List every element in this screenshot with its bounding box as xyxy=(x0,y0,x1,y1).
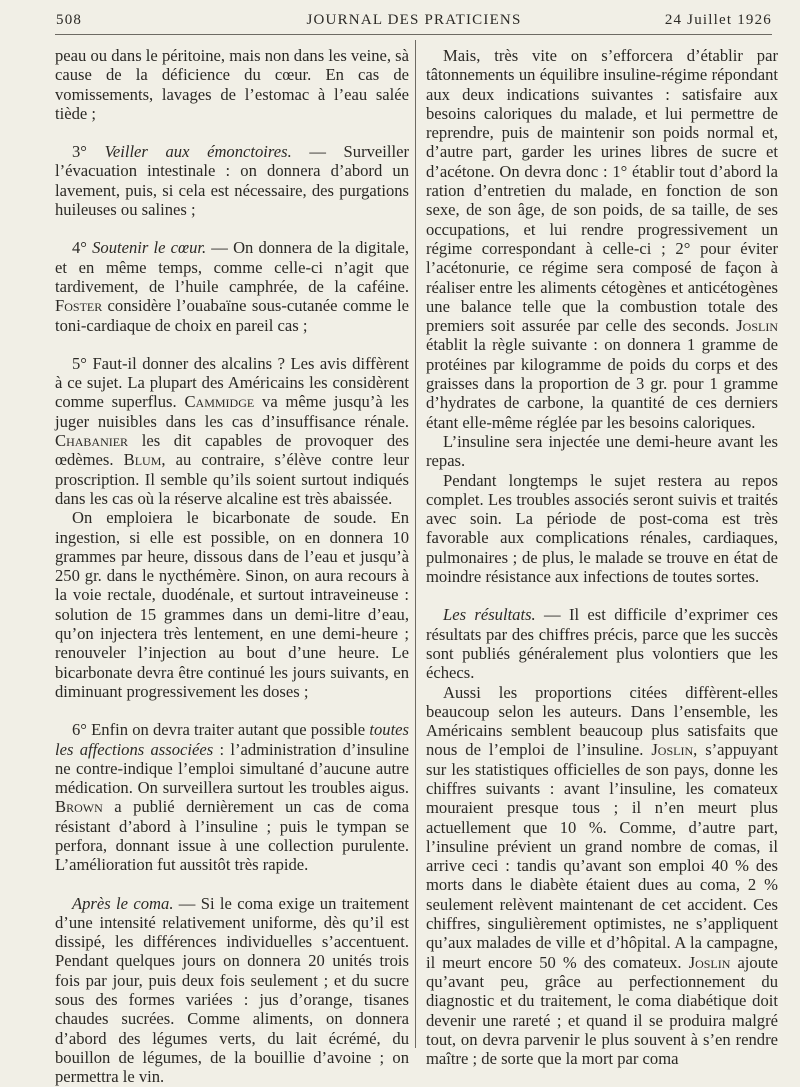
page-header xyxy=(56,8,772,34)
journal-title: JOURNAL DES PRATICIENS xyxy=(306,12,522,28)
paragraph xyxy=(426,46,778,432)
author-name: Brown xyxy=(55,797,103,817)
paragraph xyxy=(55,894,409,1087)
paragraph-text: Aussi les proportions citées diffèrent-elles beaucoup selon les auteurs. Dans l’ensemble, les Américains semblent beaucoup plus satisfaits que nous de l’emploi de l’insuline. xyxy=(426,682,778,760)
paragraph-text: On emploiera le bicarbonate de soude. En ingestion, si elle est possible, on en donnera 10 grammes par heure, dissous dans de l’eau et jusqu’à 250 gr. dans le nycthémère. Sinon, on aura recours à la voie rectale, duodénale, et surtout intraveineuse : solution de 15 grammes dans un demi-litre d’eau, qu’on injectera très lentement, en une demi-heure ; renouveler l’injection au bout d’une heure. Le bicarbonate devra être continué les jours suivants, en diminuant progressivement les doses ; xyxy=(55,508,409,701)
paragraph xyxy=(55,508,409,701)
author-name: Chabanier xyxy=(55,431,129,451)
paragraph xyxy=(55,720,409,874)
paragraph-text: Pendant longtemps le sujet restera au repos complet. Les troubles associés seront suivis et traités avec soin. La période de post-coma est très favorable aux complications rénales, cardiaques, pulmonaires ; de plus, le malade se trouve en état de moindre résistance aux infections de toutes sortes. xyxy=(426,470,778,587)
paragraph-text: — On donnera de la digitale, et en même temps, comme celle-ci n’agit que tardivement, de l’huile camphrée, de la caféine. xyxy=(55,238,409,296)
paragraph-text: Mais, très vite on s’efforcera d’établir par tâtonnements un équilibre insuline-régime répondant aux deux indications suivantes : satisfaire aux besoins caloriques du malade, et lui permettre de reprendre, puis de maintenir son poids normal et, d’autre part, garder les urines libres de sucre et d’acétone. On devra donc : 1° établir tout d’abord la ration d’entretien du malade, en fonction de son sexe, de son âge, de son poids, de sa taille, de ses occupations, et lui rendre progressivement un régime correspondant à celle-ci ; 2° pour éviter l’acétonurie, ce régime sera composé de façon à réaliser entre les aliments cétogènes et anticétogènes une balance telle que la combustion totale des premiers soit assurée par celle des seconds. xyxy=(426,46,778,336)
author-name: Joslin xyxy=(736,316,778,336)
right-column xyxy=(426,46,778,1068)
page-number: 508 xyxy=(56,12,83,28)
paragraph xyxy=(55,142,409,219)
issue-date: 24 Juillet 1926 xyxy=(664,12,772,28)
paragraph-text: les dit capables de provoquer des œdèmes. xyxy=(55,431,409,470)
paragraph-text: 6° Enfin on devra traiter autant que possible xyxy=(72,720,370,740)
paragraph xyxy=(426,683,778,1069)
paragraph-text: : l’administration d’insuline ne contre-indique l’emploi simultané d’aucune autre médication. On surveillera surtout les troubles aigus. xyxy=(55,739,409,798)
author-name: Foster xyxy=(55,296,103,316)
section-title: Veiller aux émonctoires. xyxy=(104,142,292,162)
left-column xyxy=(55,46,409,1087)
paragraph-text: ajoute qu’avant peu, grâce au perfectionnement du diagnostic et du traitement, le coma diabétique doit devenir une rareté ; et quand il se produira malgré tout, on devra parvenir le plus souvent à s’en rendre maître ; de sorte que la mort par coma xyxy=(426,952,778,1069)
paragraph-text: , s’appuyant sur les statistiques officielles de son pays, donne les chiffres suivants : avant l’insuline, les comateux mouraient presque tous ; il n’en meurt plus actuellement que 10 %. Comme, d’autre part, l’insuline prévient un grand nombre de comas, il arrive ceci : tandis qu’avant son emploi 40 % des morts dans le diabète étaient dues au coma, 2 % seulement relèvent maintenant de cet accident. Ces chiffres, singulièrement optimistes, ne s’appliquent qu’aux malades de ville et d’hôpital. A la campagne, il meurt encore 50 % des comateux. xyxy=(426,740,779,972)
header-rule xyxy=(55,34,772,35)
paragraph-text: va même jusqu’à les juger nuisibles dans les cas d’insuffisance rénale. xyxy=(55,392,409,431)
paragraph xyxy=(426,605,778,682)
column-divider xyxy=(415,40,416,1048)
author-name: Joslin xyxy=(688,952,731,972)
section-title: Soutenir le cœur. xyxy=(92,238,207,258)
paragraph-text: — Il est difficile d’exprimer ces résultats par des chiffres précis, parce que les succès sont publiés généralement plus volontiers que les échecs. xyxy=(426,605,778,683)
paragraph-text: considère l’ouabaïne sous-cutanée comme le toni-cardiaque de choix en pareil cas ; xyxy=(55,296,409,335)
paragraph-text: a publié dernièrement un cas de coma résistant d’abord à l’insuline ; puis le tympan se perfora, donnant issue à une collection purulente. L’amélioration fut aussitôt très rapide. xyxy=(55,797,409,875)
paragraph-text: 5° Faut-il donner des alcalins ? Les avis diffèrent à ce sujet. La plupart des Américains les considèrent comme superflus. xyxy=(55,353,409,412)
author-name: Cammidge xyxy=(184,392,255,412)
author-name: Blum xyxy=(123,450,162,470)
paragraph-text: L’insuline sera injectée une demi-heure avant les repas. xyxy=(426,431,778,471)
paragraph-text: peau ou dans le péritoine, mais non dans les veine, sà cause de la déficience du cœur. En cas de vomissements, lavages de l’estomac à l’eau salée tiède ; xyxy=(55,46,409,123)
paragraph-text: établit la règle suivante : on donnera 1 gramme de protéines par kilogramme de poids du corps et des graisses dans la proportion de 3 gr. pour 1 gramme d’hydrates de carbone, la quantité de ces derniers étant elle-même réglée par les besoins caloriques. xyxy=(426,335,778,432)
paragraph xyxy=(55,354,409,508)
paragraph-text: — Si le coma exige un traitement d’une intensité relativement uniforme, dès qu’il est dissipé, les différences individuelles s’accentuent. Pendant quelques jours on donnera 20 unités trois fois par jour, puis deux fois seulement ; et du sucre sous des formes variées : jus d’orange, tisanes chaudes sucrées. Comme aliments, on donnera d’abord des légumes verts, du lait écrémé, du bouillon de légumes, de la bouillie d’avoine ; on permettra le vin. xyxy=(55,893,409,1087)
section-title: Les résultats. xyxy=(443,605,536,625)
emphasis: toutes les affections associées xyxy=(55,720,409,759)
item-number: 4° xyxy=(72,238,93,258)
item-number: 3° xyxy=(72,142,105,162)
paragraph-text: — Surveiller l’évacuation intestinale : on donnera d’abord un lavement, puis, si cela est nécessaire, des purgations huileuses ou salines ; xyxy=(55,142,409,220)
paragraph-text: , au contraire, s’élève contre leur proscription. Il semble qu’ils soient surtout indiqués dans les cas où la réserve alcaline est très abaissée. xyxy=(55,450,409,508)
paragraph xyxy=(426,471,778,587)
section-title: Après le coma. xyxy=(72,893,174,913)
paragraph xyxy=(426,432,778,471)
paragraph xyxy=(55,46,409,123)
author-name: Joslin xyxy=(651,740,694,760)
paragraph xyxy=(55,238,409,334)
